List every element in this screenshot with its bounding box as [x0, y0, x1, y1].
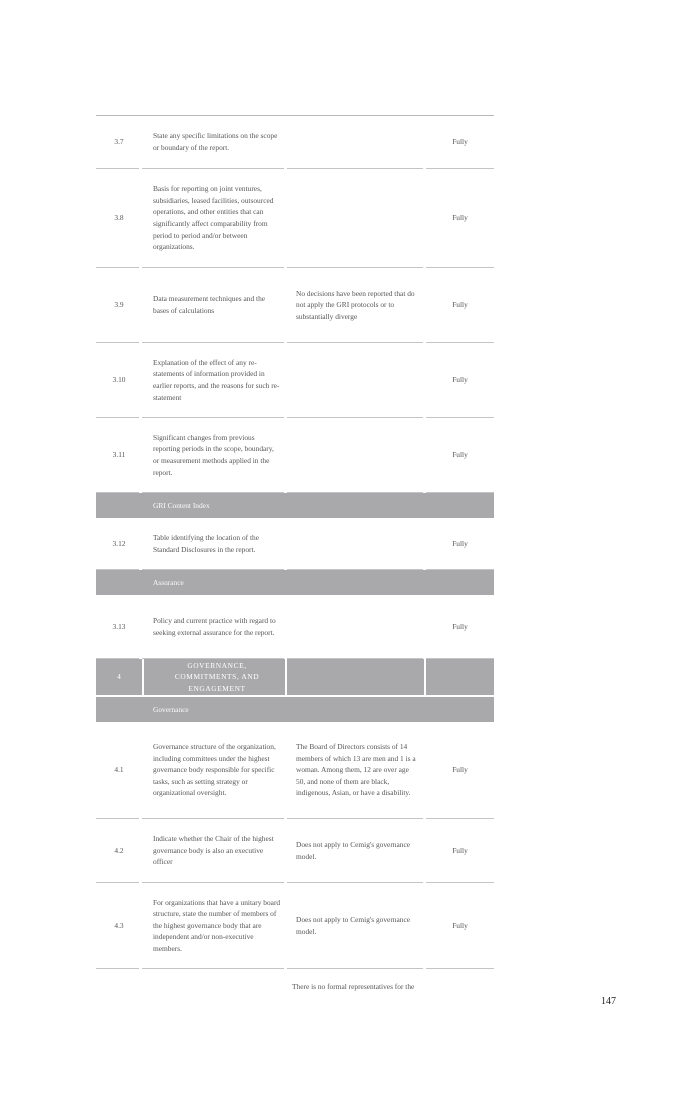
table-row [96, 722, 494, 819]
table-row [96, 518, 494, 570]
section-title: GRI Content Index [153, 500, 210, 510]
reporting-status: Fully [426, 268, 494, 343]
table-row [96, 418, 494, 493]
reporting-status: Fully [426, 343, 494, 418]
reporting-status: Fully [426, 518, 494, 570]
reporting-status: Fully [426, 819, 494, 883]
major-section-header [96, 659, 494, 697]
indicator-id: 3.8 [96, 169, 142, 268]
reporting-status: Fully [426, 722, 494, 819]
continued-comment-text: There is no formal representatives for the [292, 982, 415, 991]
table-row [96, 343, 494, 418]
indicator-id: 3.7 [96, 116, 142, 169]
indicator-comment [287, 518, 426, 570]
indicator-description: Governance structure of the organization, including committees under the highest governance body responsible for specific tasks, such as setting strategy or organizational oversight. [142, 722, 287, 819]
section-header [96, 570, 494, 595]
section-header [96, 493, 494, 518]
indicator-comment: No decisions have been reported that do not apply the GRI protocols or to substantially diverge [287, 268, 426, 343]
major-section-title: GOVERNANCE, COMMITMENTS, AND ENGAGEMENT [142, 659, 287, 695]
indicator-id: 4.3 [96, 883, 142, 969]
table-row [96, 169, 494, 268]
table-row [96, 819, 494, 883]
indicator-id: 4.1 [96, 722, 142, 819]
major-section-blank [426, 659, 494, 695]
indicator-description: State any specific limitations on the scope or boundary of the report. [142, 116, 287, 169]
indicator-id: 3.12 [96, 518, 142, 570]
page-number: 147 [601, 996, 616, 1007]
indicator-description: For organizations that have a unitary board structure, state the number of members of the highest governance body that are independent and/or non-executive members. [142, 883, 287, 969]
indicator-id: 3.13 [96, 595, 142, 659]
table-row [96, 268, 494, 343]
indicator-description: Policy and current practice with regard to seeking external assurance for the report. [142, 595, 287, 659]
indicator-description: Significant changes from previous reporting periods in the scope, boundary, or measurement methods applied in the report. [142, 418, 287, 493]
reporting-status: Fully [426, 418, 494, 493]
indicator-description: Table identifying the location of the Standard Disclosures in the report. [142, 518, 287, 570]
reporting-status: Fully [426, 883, 494, 969]
indicator-description: Indicate whether the Chair of the highest governance body is also an executive officer [142, 819, 287, 883]
section-title: Assurance [153, 577, 184, 587]
indicator-comment: Does not apply to Cemig's governance model. [287, 883, 426, 969]
reporting-status: Fully [426, 169, 494, 268]
indicator-comment [287, 343, 426, 418]
section-title: Governance [153, 704, 189, 714]
indicator-comment [287, 116, 426, 169]
section-header [96, 697, 494, 722]
indicator-description: Basis for reporting on joint ventures, subsidiaries, leased facilities, outsourced operations, and other entities that can significantly affect comparability from period to period and/or between organizations. [142, 169, 287, 268]
indicator-id: 3.9 [96, 268, 142, 343]
indicator-id: 3.10 [96, 343, 142, 418]
indicator-comment: Does not apply to Cemig's governance model. [287, 819, 426, 883]
table-row [96, 116, 494, 169]
indicator-id: 4.2 [96, 819, 142, 883]
reporting-status: Fully [426, 595, 494, 659]
indicator-id: 3.11 [96, 418, 142, 493]
major-section-blank [287, 659, 426, 695]
indicator-comment [287, 169, 426, 268]
indicator-description: Explanation of the effect of any re-statements of information provided in earlier reports, and the reasons for such re-statement [142, 343, 287, 418]
major-section-id: 4 [117, 672, 121, 682]
indicator-comment [287, 418, 426, 493]
indicator-comment [287, 595, 426, 659]
reporting-status: Fully [426, 116, 494, 169]
table-row [96, 595, 494, 659]
indicator-comment: The Board of Directors consists of 14 members of which 13 are men and 1 is a woman. Among them, 12 are over age 50, and none of them are black, indigenous, Asian, or have a disability. [287, 722, 426, 819]
indicator-description: Data measurement techniques and the bases of calculations [142, 268, 287, 343]
gri-index-table [96, 115, 494, 969]
table-row [96, 883, 494, 969]
